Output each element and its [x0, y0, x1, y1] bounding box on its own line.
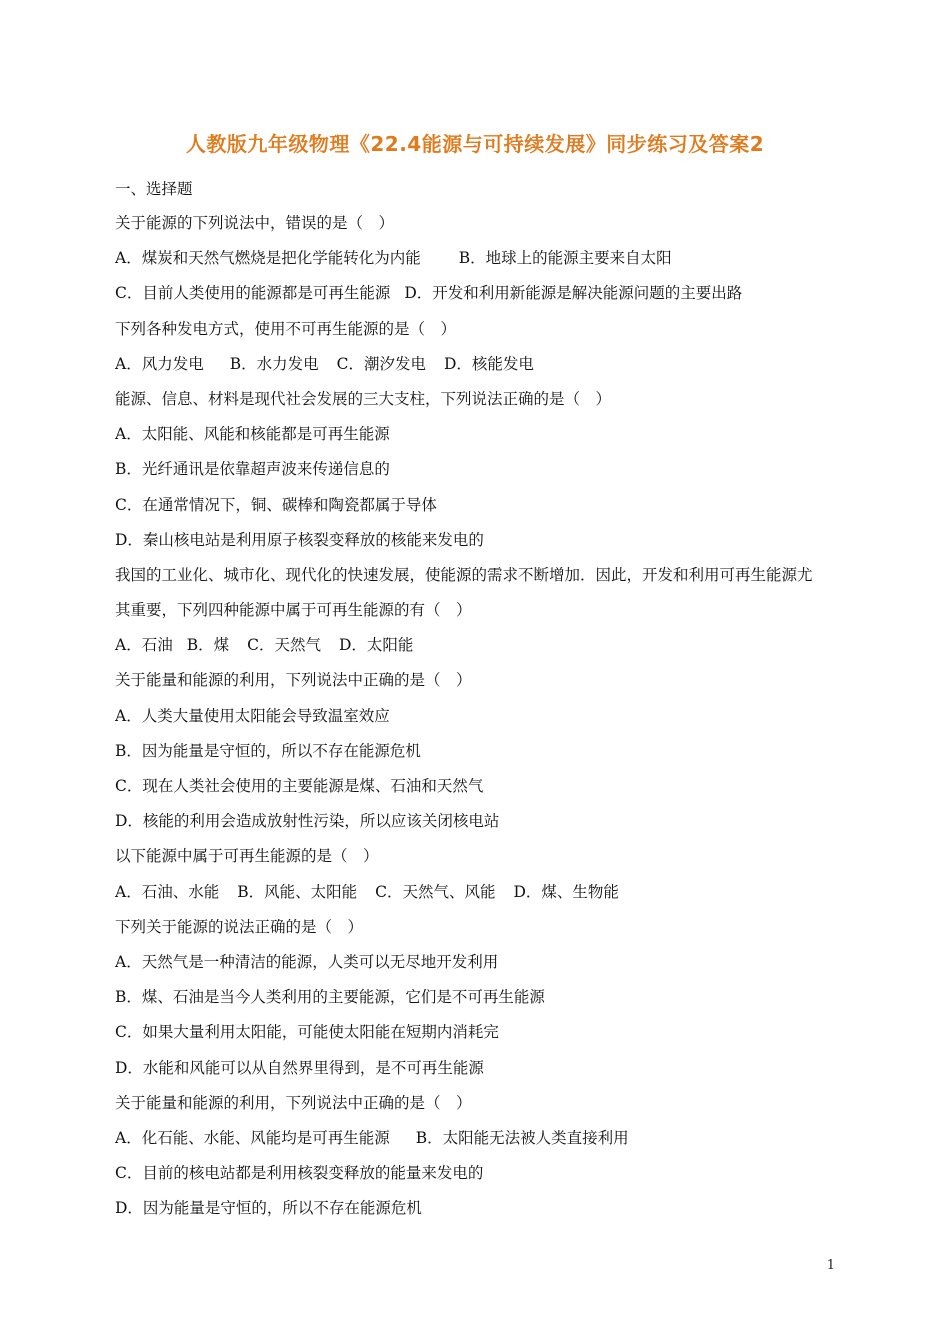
option-row — [115, 1127, 845, 1162]
question-stem: 以下能源中属于可再生能源的是（ ） — [115, 847, 379, 866]
option-b: B．煤 — [186, 636, 230, 655]
option-a: A．石油 — [115, 636, 173, 655]
option-d: D．开发和利用新能源是解决能源问题的主要出路 — [404, 284, 743, 303]
question-stem: 下列关于能源的说法正确的是（ ） — [115, 917, 364, 936]
question-stem: 下列各种发电方式，使用不可再生能源的是（ ） — [115, 319, 457, 338]
option-row — [115, 881, 845, 916]
option-a: A．煤炭和天然气燃烧是把化学能转化为内能 — [115, 249, 421, 268]
option-c: C．现在人类社会使用的主要能源是煤、石油和天然气 — [115, 777, 484, 795]
option-b: B．太阳能无法被人类直接利用 — [415, 1128, 629, 1147]
option-b: B．煤、石油是当今人类利用的主要能源，它们是不可再生能源 — [115, 988, 545, 1007]
option-b: B．因为能量是守恒的，所以不存在能源危机 — [115, 741, 421, 760]
option-a: A．太阳能、风能和核能都是可再生能源 — [115, 425, 390, 444]
question-stem: 关于能量和能源的利用，下列说法中正确的是（ ） — [115, 671, 472, 690]
option-d: D．水能和风能可以从自然界里得到，是不可再生能源 — [115, 1058, 484, 1077]
option-d: D．核能的利用会造成放射性污染，所以应该关闭核电站 — [115, 812, 500, 831]
option-b: B．地球上的能源主要来自太阳 — [458, 249, 672, 268]
option-row — [115, 282, 845, 317]
page-number: 1 — [826, 1258, 835, 1273]
question-stem: 关于能量和能源的利用，下列说法中正确的是（ ） — [115, 1093, 472, 1112]
section-heading: 一、选择题 — [115, 180, 193, 198]
option-b: B．风能、太阳能 — [237, 882, 358, 901]
document-title: 人教版九年级物理《22.4能源与可持续发展》同步练习及答案2 — [185, 132, 765, 156]
option-c: C．目前人类使用的能源都是可再生能源 — [115, 284, 391, 303]
option-row — [115, 353, 845, 388]
question-stem: 我国的工业化、城市化、现代化的快速发展，使能源的需求不断增加．因此，开发和利用可再生能源尤 — [115, 565, 813, 584]
question-stem: 关于能源的下列说法中，错误的是（ ） — [115, 214, 395, 232]
option-row — [115, 247, 845, 282]
option-d: D．因为能量是守恒的，所以不存在能源危机 — [115, 1199, 422, 1218]
option-c: C．在通常情况下，铜、碳棒和陶瓷都属于导体 — [115, 495, 437, 514]
option-d: D．秦山核电站是利用原子核裂变释放的核能来发电的 — [115, 530, 484, 549]
option-c: C．天然气、风能 — [375, 882, 496, 901]
option-a: A．风力发电 — [115, 354, 204, 373]
option-a: A．石油、水能 — [115, 882, 220, 901]
option-c: C．潮汐发电 — [336, 354, 426, 373]
question-list — [115, 178, 845, 1232]
question-stem: 能源、信息、材料是现代社会发展的三大支柱，下列说法正确的是（ ） — [115, 389, 612, 408]
option-b: B．光纤通讯是依靠超声波来传递信息的 — [115, 460, 390, 479]
option-d: D．煤、生物能 — [513, 882, 619, 901]
option-b: B．水力发电 — [229, 354, 319, 373]
option-c: C．目前的核电站都是利用核裂变释放的能量来发电的 — [115, 1164, 484, 1183]
option-a: A．人类大量使用太阳能会导致温室效应 — [115, 706, 390, 725]
option-row — [115, 634, 845, 669]
option-a: A．天然气是一种清洁的能源，人类可以无尽地开发利用 — [115, 952, 499, 971]
option-d: D．太阳能 — [338, 636, 414, 655]
option-d: D．核能发电 — [443, 354, 534, 373]
option-c: C．天然气 — [247, 636, 321, 655]
option-a: A．化石能、水能、风能均是可再生能源 — [115, 1128, 390, 1147]
question-stem-continued: 其重要，下列四种能源中属于可再生能源的有（ ） — [115, 601, 472, 620]
option-c: C．如果大量利用太阳能，可能使太阳能在短期内消耗完 — [115, 1023, 499, 1042]
